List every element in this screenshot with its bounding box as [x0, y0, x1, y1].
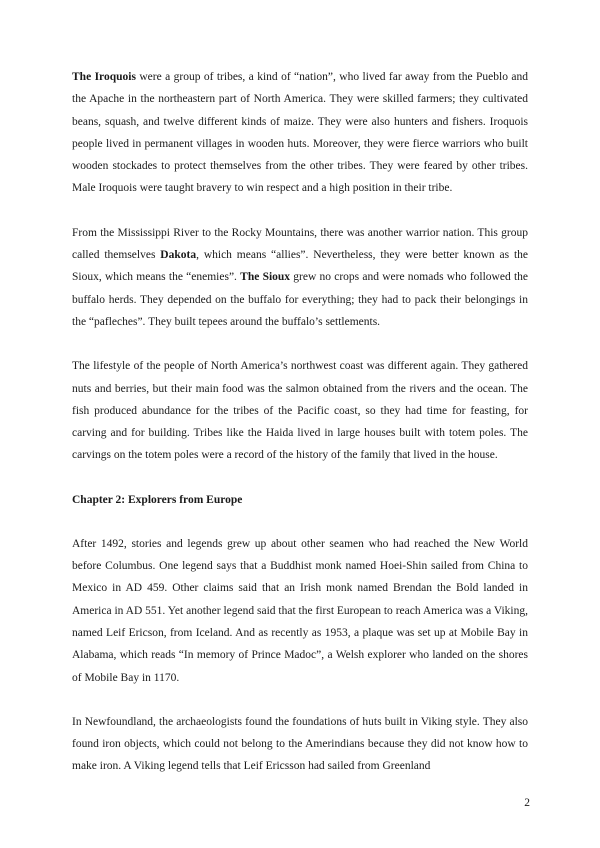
paragraph-text: After 1492, stories and legends grew up about other seamen who had reached the New World before Columbus. One legend says that a Buddhist monk named Hoei-Shin sailed from China to Mexico in AD 459. Other claims said that an Irish monk named Brendan the Bold landed in America in AD 551. Yet another legend said that the first European to reach America was a Viking, named Leif Ericson, from Iceland. And as recently as 1953, a plaque was set up at Mobile Bay in Alabama, which reads “In memory of Prince Madoc”, a Welsh explorer who landed on the shores of Mobile Bay in 1170.: [72, 537, 528, 684]
paragraph-text: From the Mississippi River to the Rocky Mountains, there was another warrior nation. This group called themselves: [72, 226, 528, 262]
paragraph-spacer: [72, 200, 528, 222]
paragraph-northwest-coast: [72, 355, 528, 466]
paragraph-text: were a group of tribes, a kind of “nation”, who lived far away from the Pueblo and the Apache in the northeastern part of North America. They were skilled farmers; they cultivated beans, squash, and twelve different kinds of maize. They were also hunters and fishers. Iroquois people lived in permanent villages in wooden huts. Moreover, they were fierce warriors who built wooden stockades to protect themselves from the other tribes. They were feared by other tribes. Male Iroquois were taught bravery to win respect and a high position in their tribe.: [72, 71, 528, 195]
paragraph-text: , which means “allies”. Nevertheless, they were better known as the Sioux, which means the “enemies”.: [72, 249, 528, 284]
paragraph-iroquois: [72, 66, 528, 200]
paragraph-legends: [72, 533, 528, 689]
page-number: 2: [524, 797, 530, 809]
paragraph-spacer: [72, 511, 528, 533]
paragraph-text: grew no crops and were nomads who followed the buffalo herds. They depended on the buffalo for everything; they had to pack their belongings in the “pafleches”. They built tepees around the buffalo’s settlements.: [72, 271, 528, 328]
paragraph-spacer: [72, 689, 528, 711]
paragraph-text: In Newfoundland, the archaeologists found the foundations of huts built in Viking style. They also found iron objects, which could not belong to the Amerindians because they did not know how to make iron. A Viking legend tells that Leif Ericsson had sailed from Greenland: [72, 715, 528, 773]
paragraph-sioux: [72, 222, 528, 333]
paragraph-newfoundland: [72, 711, 528, 778]
document-page: [72, 66, 528, 778]
paragraph-spacer: [72, 467, 528, 489]
bold-term-dakota: Dakota: [160, 249, 197, 262]
chapter-heading: Chapter 2: Explorers from Europe: [72, 493, 243, 506]
paragraph-text: The lifestyle of the people of North America’s northwest coast was different again. They gathered nuts and berries, but their main food was the salmon obtained from the rivers and the ocean. The fish produced abundance for the tribes of the Pacific coast, so they had time for feasting, for carving and for building. Tribes like the Haida lived in large houses built with totem poles. The carvings on the totem poles were a record of the history of the family that lived in the house.: [72, 360, 528, 462]
bold-term-iroquois: The Iroquois: [72, 71, 136, 83]
paragraph-spacer: [72, 333, 528, 355]
bold-term-sioux: The Sioux: [240, 271, 291, 284]
